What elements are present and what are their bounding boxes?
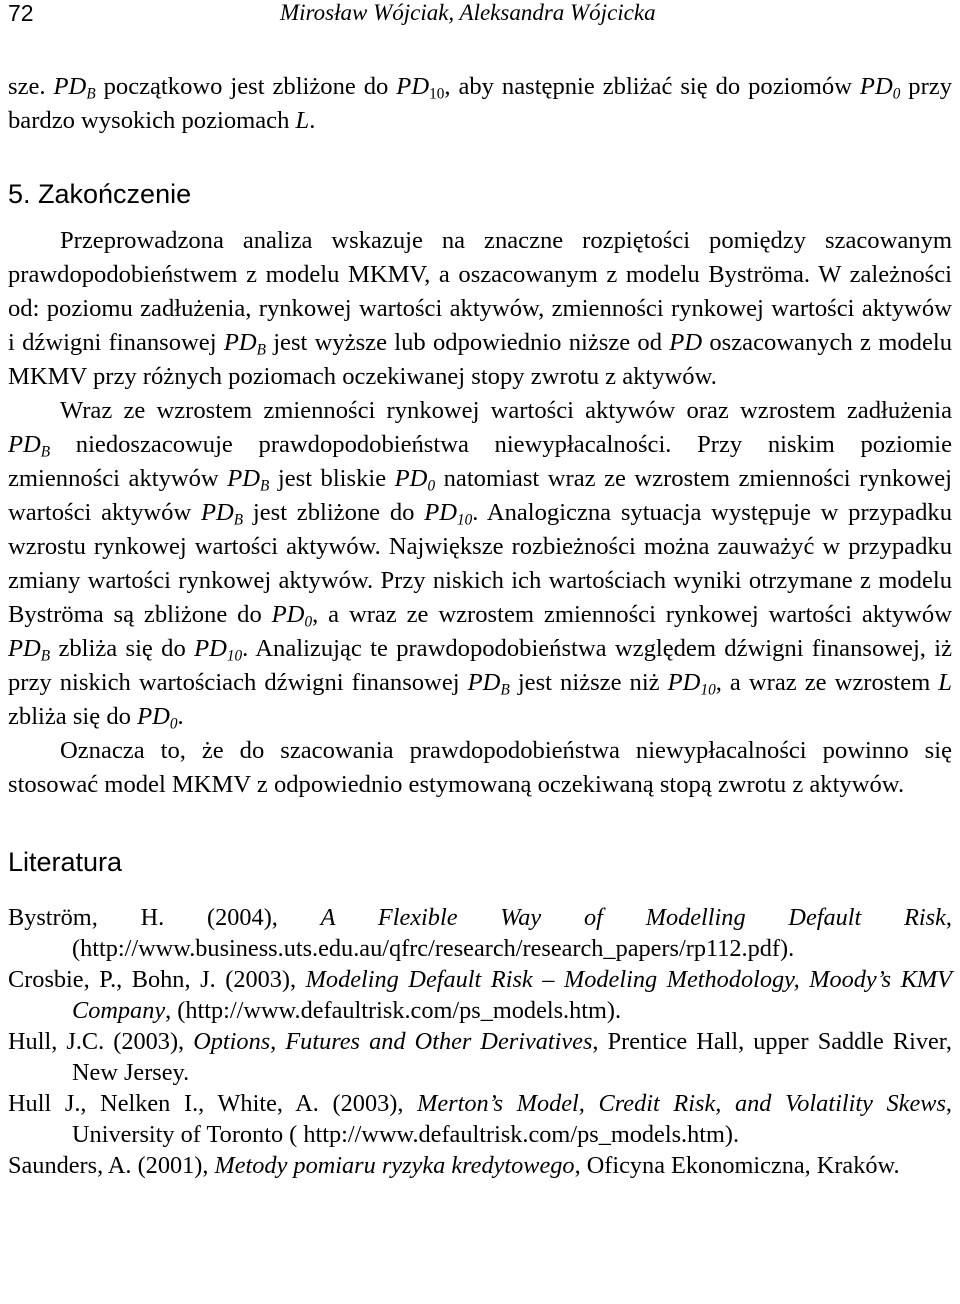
paragraph-conclusion: Przeprowadzona analiza wskazuje na znaczne rozpiętości pomiędzy szacowanym prawdopodobieństwem z modelu MKMV, a oszacowanym z modelu Byströma. W zależności od: poziomu zadłużenia, rynkowej wartości aktywów, zmienności rynkowej wartości aktywów i dźwigni finansowej $PD_B$ jest wyższe lub odpowiednio niższe od PD oszacowanych z modelu MKMV przy różnych poziomach oczekiwanej stopy zwrotu z aktywów. <box>8 227 953 390</box>
reference-item: Hull, J.C. (2003), Options, Futures and Other Derivatives, Prentice Hall, upper Saddle River, New Jersey. <box>8 1028 952 1087</box>
reference-item: Byström, H. (2004), A Flexible Way of Modelling Default Risk, (http://www.business.uts.edu.au/qfrc/research/research_papers/rp112.pdf). <box>8 904 952 963</box>
section-heading: 5. Zakończenie <box>8 179 192 209</box>
paragraph-findings: Wraz ze wzrostem zmienności rynkowej wartości aktywów oraz wzrostem zadłużenia $PD_B$ niedoszacowuje prawdopodobieństwa niewypłacalności. Przy niskim poziomie zmienności aktywów $PD_B$ jest bliskie $PD_0$ natomiast wraz ze wzrostem zmienności rynkowej wartości aktywów $PD_B$ jest zbliżone do $PD_{10}$. Analogiczna sytuacja występuje w przypadku wzrostu rynkowej wartości aktywów. Największe rozbieżności można zauważyć w przypadku zmiany wartości rynkowej aktywów. Przy niskich ich wartościach wyniki otrzymane z modelu Byströma są zbliżone do $PD_0$, a wraz ze wzrostem zmienności rynkowej wartości aktywów $PD_B$ zbliża się do $PD_{10}$. Analizując te prawdopodobieństwa względem dźwigni finansowej, iż przy niskich wartościach dźwigni finansowej $PD_B$ jest niższe niż $PD_{10}$, a wraz ze wzrostem L zbliża się do $PD_0$. <box>8 397 953 733</box>
reference-item: Hull J., Nelken I., White, A. (2003), Merton’s Model, Credit Risk, and Volatility Skews, University of Toronto ( http://www.defaultrisk.com/ps_models.htm). <box>8 1090 952 1149</box>
literature-heading: Literatura <box>8 847 123 877</box>
page <box>8 0 952 1181</box>
reference-item: Saunders, A. (2001), Metody pomiaru ryzyka kredytowego, Oficyna Ekonomiczna, Kraków. <box>8 1152 900 1180</box>
page-number: 72 <box>8 0 34 26</box>
paragraph-recommendation: Oznacza to, że do szacowania prawdopodobieństwa niewypłacalności powinno się stosować model MKMV z odpowiednio estymowaną oczekiwaną stopą zwrotu z aktywów. <box>8 737 952 798</box>
reference-item: Crosbie, P., Bohn, J. (2003), Modeling Default Risk – Modeling Methodology, Moody’s KMV Company, (http://www.defaultrisk.com/ps_models.htm). <box>8 966 953 1025</box>
reference-list <box>8 902 952 1181</box>
paragraph-continuation: sze. $PD_B$ początkowo jest zbliżone do $PD_{10}$, aby następnie zbliżać się do poziomów $PD_0$ przy bardzo wysokich poziomach L. <box>8 73 952 134</box>
header-authors: Mirosław Wójciak, Aleksandra Wójcicka <box>280 0 656 25</box>
running-header <box>8 0 952 30</box>
